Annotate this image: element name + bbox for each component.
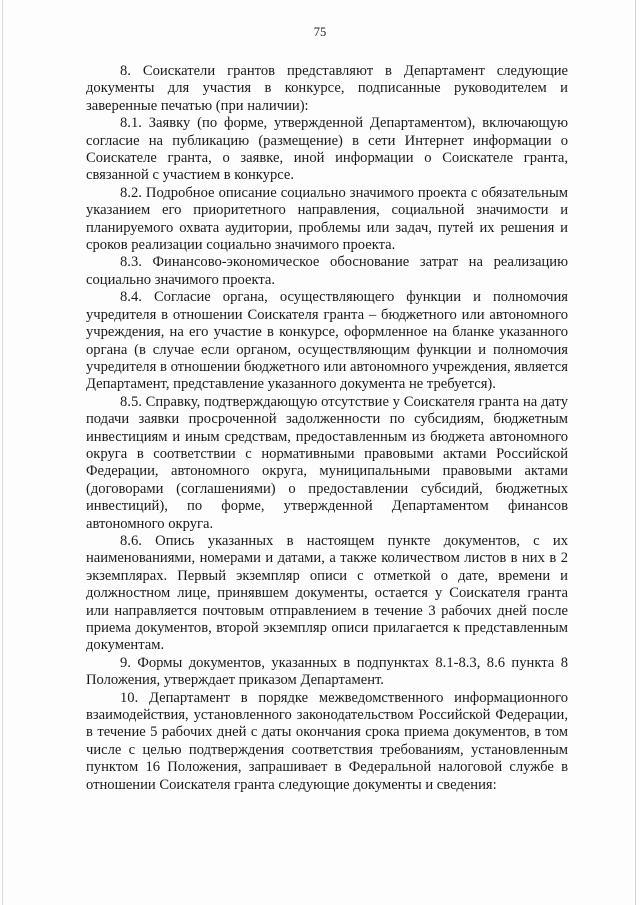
paragraph-8: 8. Соискатели грантов представляют в Департамент следующие документы для участия в конкурсе, подписанные руководителем и заверенные печатью (при наличии): [86, 63, 568, 114]
document-body [86, 63, 568, 794]
paragraph-8-4: 8.4. Согласие органа, осуществляющего функции и полномочия учредителя в отношении Соискателя гранта – бюджетного или автономного учреждения, на его участие в конкурсе, оформленное на бланке указанного органа (в случае если органом, осуществляющим функции и полномочия учредителя в отношении бюджетного или автономного учреждения, является Департамент, представление указанного документа не требуется). [86, 289, 568, 393]
paragraph-8-2: 8.2. Подробное описание социально значимого проекта с обязательным указанием его приоритетного направления, социальной значимости и планируемого охвата аудитории, проблемы или задач, путей их решения и сроков реализации социально значимого проекта. [86, 184, 568, 254]
paragraph-10: 10. Департамент в порядке межведомственного информационного взаимодействия, установленного законодательством Российской Федерации, в течение 5 рабочих дней с даты окончания срока приема документов, в том числе с целью подтверждения соответствия требованиям, установленным пунктом 16 Положения, запрашивает в Федеральной налоговой службе в отношении Соискателя гранта следующие документы и сведения: [86, 689, 568, 793]
paragraph-8-3: 8.3. Финансово-экономическое обоснование затрат на реализацию социально значимого проекта. [86, 254, 568, 288]
paragraph-8-1: 8.1. Заявку (по форме, утвержденной Департаментом), включающую согласие на публикацию (размещение) в сети Интернет информации о Соискателе гранта, о заявке, иной информации о Соискателе гранта, связанной с участием в конкурсе. [86, 115, 568, 184]
scan-edge-left [2, 0, 3, 905]
page-number: 75 [313, 25, 327, 39]
paragraph-8-5: 8.5. Справку, подтверждающую отсутствие у Соискателя гранта на дату подачи заявки просроченной задолженности по субсидиям, бюджетным инвестициям и иным средствам, предоставленным из бюджета автономного округа в соответствии с нормативными правовыми актами Российской Федерации, автономного округа, муниципальными правовыми актами (договорами (соглашениями) о предоставлении субсидий, бюджетных инвестиций), по форме, утвержденной Департаментом финансов автономного округа. [86, 393, 568, 532]
scan-edge-right [635, 0, 636, 905]
paragraph-8-6: 8.6. Опись указанных в настоящем пункте документов, с их наименованиями, номерами и датами, а также количеством листов в них в 2 экземплярах. Первый экземпляр описи с отметкой о дате, времени и должностном лице, принявшем документы, остается у Соискателя гранта или направляется почтовым отправлением в течение 3 рабочих дней после приема документов, второй экземпляр описи прилагается к представленным документам. [86, 532, 568, 654]
paragraph-9: 9. Формы документов, указанных в подпунктах 8.1-8.3, 8.6 пункта 8 Положения, утверждает приказом Департамент. [86, 654, 568, 689]
